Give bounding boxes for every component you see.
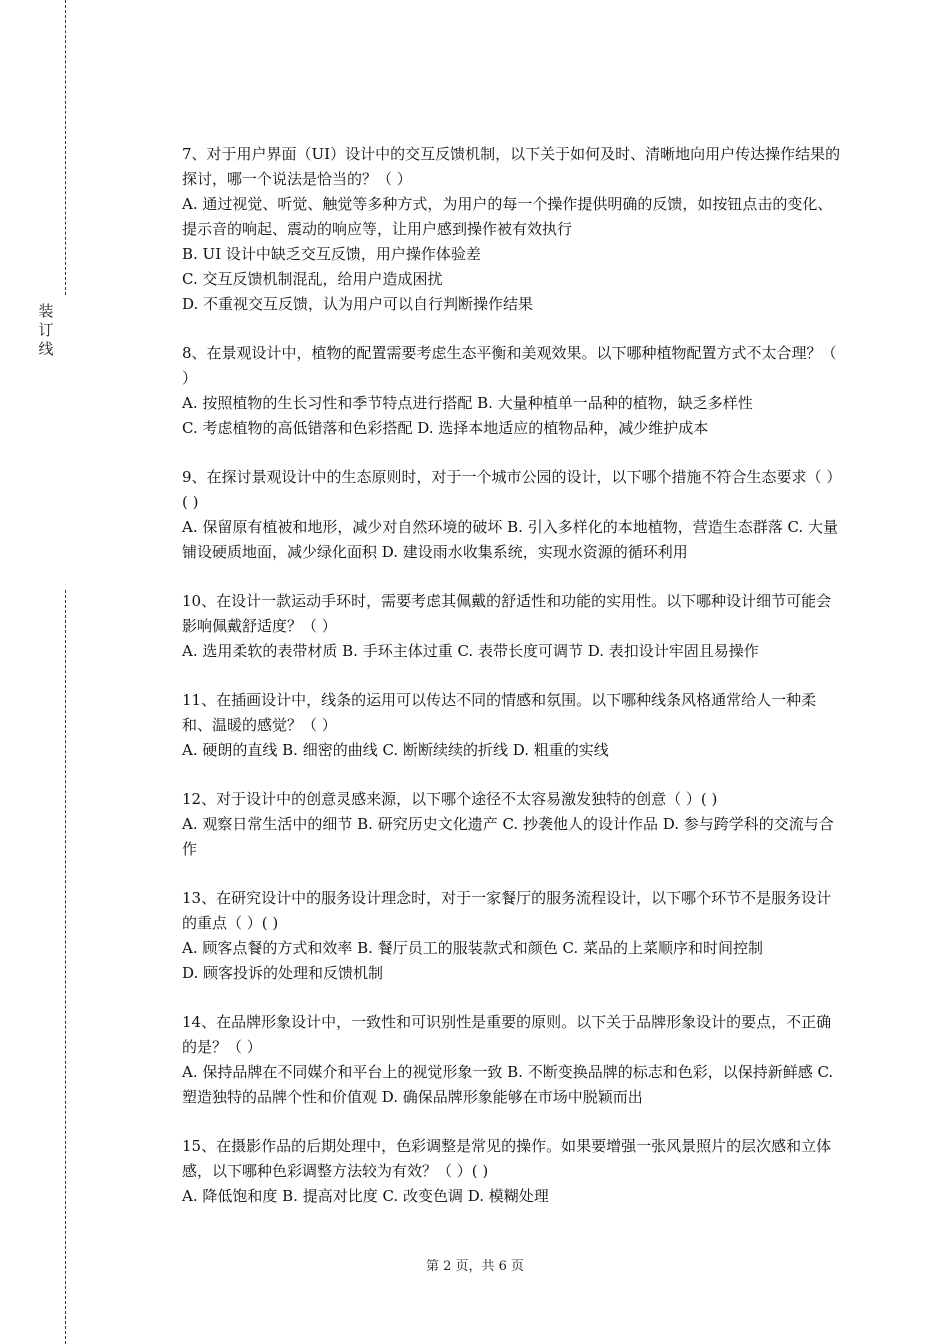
question-12 <box>182 787 842 862</box>
question-stem: 13、在研究设计中的服务设计理念时，对于一家餐厅的服务流程设计，以下哪个环节不是服务设计的重点（ ）( ) <box>182 889 832 932</box>
binding-label <box>37 302 55 359</box>
question-option: A. 通过视觉、听觉、触觉等多种方式，为用户的每一个操作提供明确的反馈，如按钮点击的变化、提示音的响起、震动的响应等，让用户感到操作被有效执行 <box>182 195 833 238</box>
question-10 <box>182 589 842 664</box>
question-option: A. 保留原有植被和地形，减少对自然环境的破坏 B. 引入多样化的本地植物，营造生态群落 C. 大量铺设硬质地面，减少绿化面积 D. 建设雨水收集系统，实现水资源的循环利用 <box>182 518 838 561</box>
question-stem: 9、在探讨景观设计中的生态原则时，对于一个城市公园的设计，以下哪个措施不符合生态要求（ ）( ) <box>182 468 842 511</box>
question-option: A. 按照植物的生长习性和季节特点进行搭配 B. 大量种植单一品种的植物，缺乏多样性 <box>182 394 753 412</box>
question-15 <box>182 1134 842 1209</box>
question-option: D. 不重视交互反馈，认为用户可以自行判断操作结果 <box>182 295 534 313</box>
binding-label-char: 订 <box>38 321 54 339</box>
binding-label-char: 装 <box>38 302 54 320</box>
question-stem: 10、在设计一款运动手环时，需要考虑其佩戴的舒适性和功能的实用性。以下哪种设计细节可能会影响佩戴舒适度？（ ） <box>182 592 832 635</box>
binding-line-bottom <box>65 590 66 1344</box>
binding-label-char: 线 <box>38 340 54 358</box>
question-11 <box>182 688 842 763</box>
question-stem: 15、在摄影作品的后期处理中，色彩调整是常见的操作。如果要增强一张风景照片的层次感和立体感，以下哪种色彩调整方法较为有效？（ ）( ) <box>182 1137 832 1180</box>
question-option: A. 硬朗的直线 B. 细密的曲线 C. 断断续续的折线 D. 粗重的实线 <box>182 741 609 759</box>
question-option: A. 观察日常生活中的细节 B. 研究历史文化遗产 C. 抄袭他人的设计作品 D. 参与跨学科的交流与合作 <box>182 815 834 858</box>
question-list <box>182 142 842 1233</box>
question-option: B. UI 设计中缺乏交互反馈，用户操作体验差 <box>182 245 481 263</box>
question-option: A. 保持品牌在不同媒介和平台上的视觉形象一致 B. 不断变换品牌的标志和色彩，以保持新鲜感 C. 塑造独特的品牌个性和价值观 D. 确保品牌形象能够在市场中脱颖而出 <box>182 1063 834 1106</box>
binding-line-top <box>65 0 66 295</box>
question-stem: 12、对于设计中的创意灵感来源，以下哪个途径不太容易激发独特的创意（ ）( ) <box>182 790 718 808</box>
question-7 <box>182 142 842 317</box>
question-option: D. 顾客投诉的处理和反馈机制 <box>182 964 384 982</box>
question-option: C. 交互反馈机制混乱，给用户造成困扰 <box>182 270 443 288</box>
question-8 <box>182 341 842 441</box>
question-option: A. 降低饱和度 B. 提高对比度 C. 改变色调 D. 模糊处理 <box>182 1187 549 1205</box>
question-option: A. 选用柔软的表带材质 B. 手环主体过重 C. 表带长度可调节 D. 表扣设计牢固且易操作 <box>182 642 759 660</box>
page-number: 第 2 页，共 6 页 <box>425 1259 525 1274</box>
question-stem: 14、在品牌形象设计中，一致性和可识别性是重要的原则。以下关于品牌形象设计的要点，不正确的是？（ ） <box>182 1013 832 1056</box>
question-13 <box>182 886 842 986</box>
question-option: A. 顾客点餐的方式和效率 B. 餐厅员工的服装款式和颜色 C. 菜品的上菜顺序和时间控制 <box>182 939 763 957</box>
question-stem: 11、在插画设计中，线条的运用可以传达不同的情感和氛围。以下哪种线条风格通常给人一种柔和、温暖的感觉？（ ） <box>182 691 817 734</box>
question-stem: 8、在景观设计中，植物的配置需要考虑生态平衡和美观效果。以下哪种植物配置方式不太合理？（ ） <box>182 344 837 387</box>
question-option: C. 考虑植物的高低错落和色彩搭配 D. 选择本地适应的植物品种，减少维护成本 <box>182 419 709 437</box>
question-stem: 7、对于用户界面（UI）设计中的交互反馈机制，以下关于如何及时、清晰地向用户传达操作结果的探讨，哪一个说法是恰当的？（ ） <box>182 145 841 188</box>
question-9 <box>182 465 842 565</box>
question-14 <box>182 1010 842 1110</box>
